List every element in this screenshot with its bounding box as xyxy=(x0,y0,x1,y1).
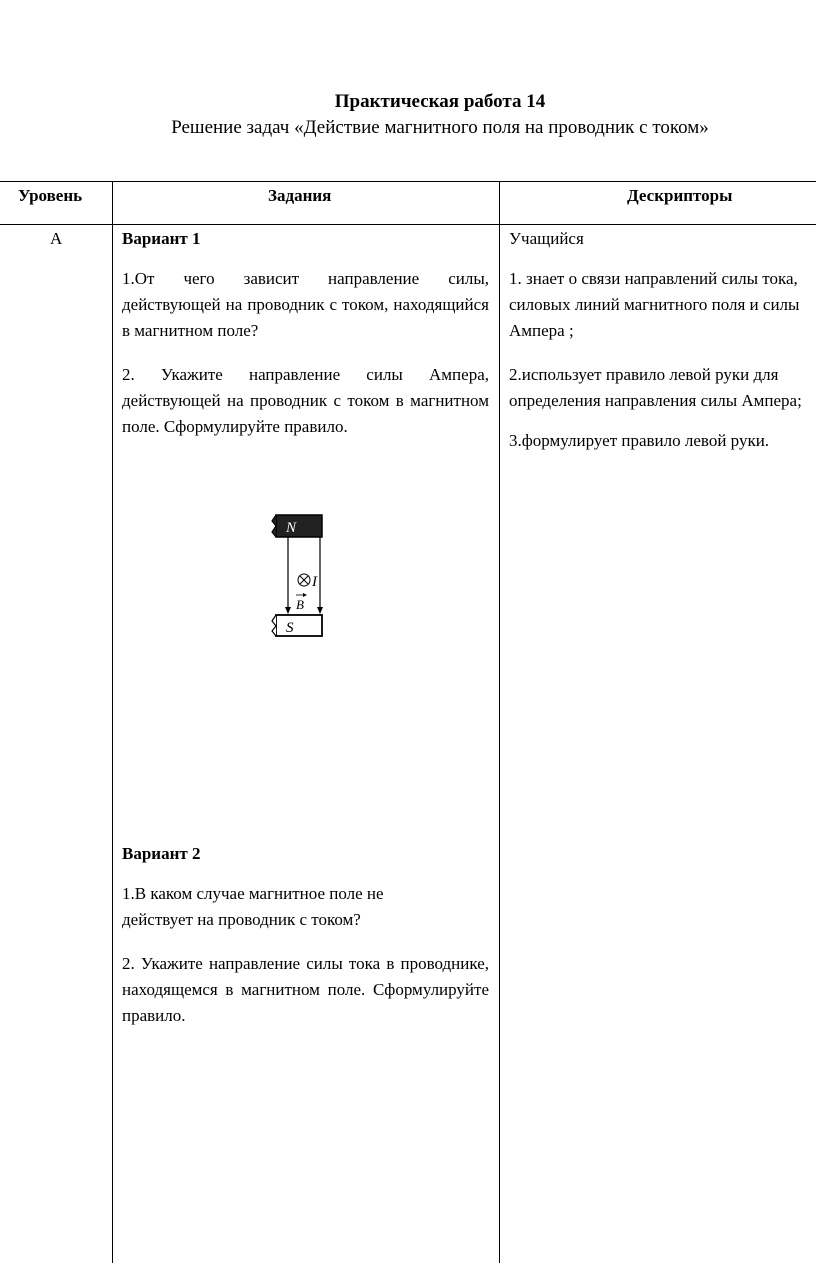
descriptor-2 xyxy=(509,362,816,414)
descriptor-3: 3.формулирует правило левой руки. xyxy=(509,431,770,450)
variant1-question-1: 1.От чего зависит направление силы, действующей на проводник с током, находящийся в магнитном поле? xyxy=(122,269,489,340)
page-subtitle: Решение задач «Действие магнитного поля на проводник с током» xyxy=(171,117,709,138)
header-descriptors: Дескрипторы xyxy=(627,186,733,205)
descriptor-2-line-2: определения направления силы Ампера; xyxy=(509,391,802,410)
variant2-heading: Вариант 2 xyxy=(122,844,201,863)
header-tasks: Задания xyxy=(268,186,332,205)
descriptor-1-line-1: 1. знает о связи направлений силы тока, xyxy=(509,269,798,288)
descriptor-1 xyxy=(509,266,816,344)
current-label: I xyxy=(312,574,317,590)
magnet-diagram xyxy=(270,512,330,642)
variant1-question-2: 2. Укажите направление силы Ампера, действующей на проводник с током в магнитном поле. Сформулируйте правило. xyxy=(122,365,489,436)
descriptor-2-line-1: 2.использует правило левой руки для xyxy=(509,365,779,384)
variant2-question-2: 2. Укажите направление силы тока в проводнике, находящемся в магнитном поле. Сформулируйте правило. xyxy=(122,954,489,1025)
column-divider-2 xyxy=(499,181,500,1263)
variant2-question-1: 1.В каком случае магнитное поле не действует на проводник с током? xyxy=(122,884,384,929)
north-label: N xyxy=(286,520,297,536)
south-pole xyxy=(276,615,322,636)
header-level: Уровень xyxy=(18,186,83,205)
variant1-heading: Вариант 1 xyxy=(122,229,201,248)
north-pole xyxy=(276,515,322,537)
descriptor-1-line-2: силовых линий магнитного поля и силы xyxy=(509,295,800,314)
level-value: А xyxy=(50,229,63,248)
column-divider-1 xyxy=(112,181,113,1263)
header-bottom-border xyxy=(0,224,816,225)
south-label: S xyxy=(286,620,294,636)
field-label: B xyxy=(296,597,304,612)
page-title: Практическая работа 14 xyxy=(334,91,546,112)
descriptor-intro: Учащийся xyxy=(509,229,584,248)
descriptor-1-line-3: Ампера ; xyxy=(509,321,574,340)
table-top-border xyxy=(0,181,816,182)
